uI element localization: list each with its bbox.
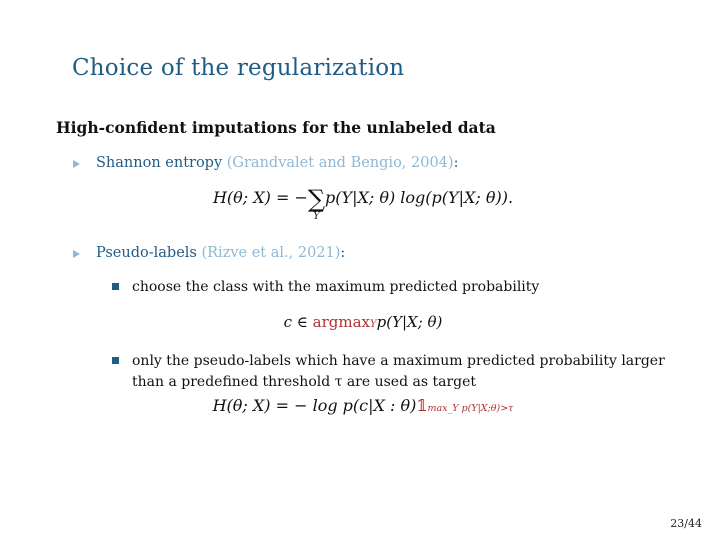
argmax-operator [313,313,377,331]
bullet-label: Pseudo-labels [96,245,197,261]
bullet-content [96,155,458,171]
equation-rhs: p(Y|X; θ) log(p(Y|X; θ)). [325,188,514,207]
equation-rhs: p(Y|X; θ) [376,313,443,332]
list-item [112,351,682,392]
equation-lhs: H(θ; X) = − log p(c|X : θ) [212,395,417,415]
equation-pseudo-label-loss [0,396,726,415]
list-item [74,245,726,261]
indicator-subscript: max_Y p(Y|X;θ)>τ [427,402,514,414]
equation-argmax [0,313,726,331]
bullet-content [96,245,345,261]
indicator-glyph: 𝟙 [416,395,428,415]
equation-lhs: c ∈ [283,313,308,332]
slide-body [0,118,726,415]
citation: (Rizve et al., 2021) [201,245,341,261]
equation-shannon-entropy [0,185,726,222]
citation: (Grandvalet and Bengio, 2004) [226,155,454,171]
argmax-subscript: Y [370,319,377,331]
sum-subscript: Y [313,211,320,222]
triangle-bullet-icon [73,250,80,258]
bullet-trailing: : [453,155,459,171]
list-item [74,155,726,171]
bullet-label: Shannon entropy [96,155,223,171]
page-title: Choice of the regularization [72,55,405,82]
page-number: 23/44 [670,517,702,530]
sub-bullet-label: choose the class with the maximum predicted probability [132,279,540,295]
bullet-trailing: : [340,245,346,261]
list-item [112,277,682,297]
square-bullet-icon [112,357,119,364]
sub-bullet-label: only the pseudo-labels which have a maximum predicted probability larger than a predefined threshold τ are used as target [132,353,665,390]
sum-glyph: ∑ [307,185,326,213]
triangle-bullet-icon [73,160,80,168]
argmax-label: argmax [312,313,370,332]
summation-symbol [307,185,326,222]
indicator-function [416,396,513,415]
section-heading: High-confident imputations for the unlabeled data [56,118,496,137]
square-bullet-icon [112,283,119,290]
equation-lhs: H(θ; X) = − [212,188,308,207]
